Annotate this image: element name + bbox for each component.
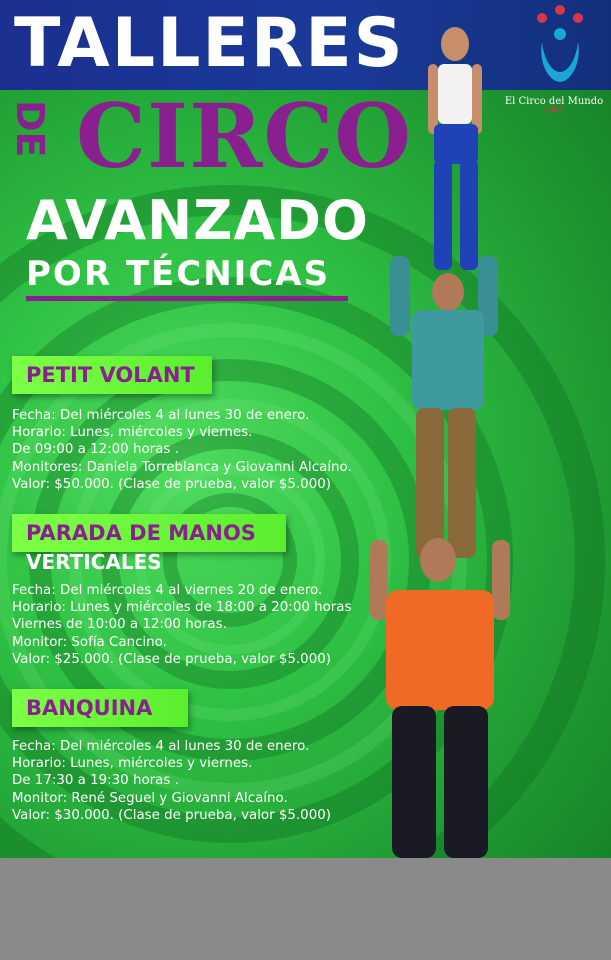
info-line: Fecha: Del miércoles 4 al viernes 20 de enero. <box>12 583 323 598</box>
section-info-petit-volant <box>12 407 352 493</box>
section-info-banquina <box>12 738 331 824</box>
info-line: Valor: $25.000. (Clase de prueba, valor $5.000) <box>12 651 331 667</box>
headline-underline <box>26 296 348 301</box>
info-line: Monitor: Sofía Cancino. <box>12 634 167 650</box>
info-line: Monitores: Daniela Torreblanca y Giovanni Alcaíno. <box>12 459 352 475</box>
section-sublabel-verticales: VERTICALES <box>26 550 162 574</box>
headline-de: DE <box>8 100 52 158</box>
info-line: Horario: Lunes, miércoles y viernes. <box>12 756 253 772</box>
title-talleres: TALLERES <box>14 4 405 83</box>
info-line: De 17:30 a 19:30 horas . <box>12 773 179 789</box>
section-label-banquina: BANQUINA <box>12 689 188 727</box>
headline-avanzado: AVANZADO <box>26 189 369 252</box>
section-label-petit-volant: PETIT VOLANT <box>12 356 212 394</box>
headline-por-tecnicas: POR TÉCNICAS <box>26 254 331 294</box>
acrobats-illustration <box>360 20 520 858</box>
org-name-text: El Circo del Mundo <box>504 96 604 107</box>
info-line: Horario: Lunes y miércoles de 18:00 a 20:00 horas <box>12 600 352 616</box>
circo-logo-icon <box>520 4 600 88</box>
info-line: Valor: $30.000. (Clase de prueba, valor $5.000) <box>12 807 331 823</box>
info-line: Monitor: René Seguel y Giovanni Alcaíno. <box>12 790 288 806</box>
section-info-parada-de-manos <box>12 582 352 668</box>
info-line: Valor: $50.000. (Clase de prueba, valor $5.000) <box>12 476 331 492</box>
section-label-parada-de-manos: PARADA DE MANOS <box>12 514 286 552</box>
org-sub-text: CHILE <box>543 107 565 114</box>
info-line: Viernes de 10:00 a 12:00 horas. <box>12 617 227 633</box>
headline-circo: CIRCO <box>76 84 413 188</box>
info-line: Fecha: Del miércoles 4 al lunes 30 de enero. <box>12 408 310 423</box>
info-line: Horario: Lunes, miércoles y viernes. <box>12 425 253 441</box>
info-line: Fecha: Del miércoles 4 al lunes 30 de enero. <box>12 739 310 754</box>
info-line: De 09:00 a 12:00 horas . <box>12 442 179 458</box>
